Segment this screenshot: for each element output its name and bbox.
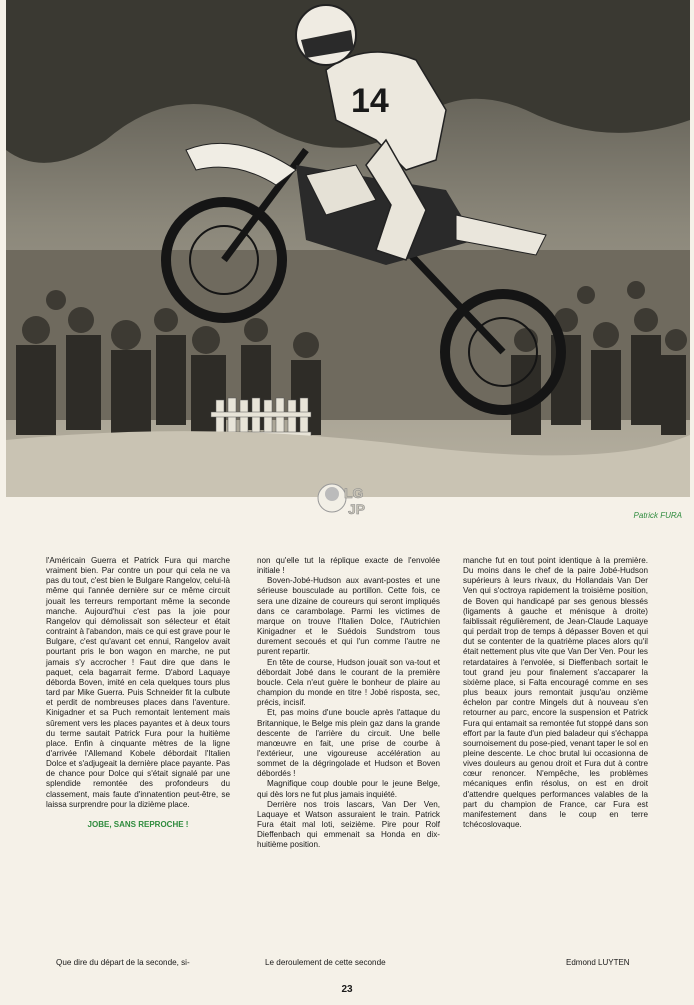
paragraph: Derrière nos trois lascars, Van Der Ven, Laquaye et Watson assuraient le train. Patrick Fura était mal loti, seizième. Pire pour Rolf Dieffenbach qui emmenait sa Honda en dix-huitième position. [257, 799, 440, 850]
paragraph: Boven-Jobé-Hudson aux avant-postes et une sérieuse bousculade au portillon. Cette fois, ce sera une dizaine de coureurs qui seront impliqués dans ce carambolage. Parmi les victimes de marque on trouve l'Italien Dolce, l'Autrichien Kinigadner et le Suédois Sundstrom tous durement secoués et qui l'un comme l'autre ne purent repartir. [257, 576, 440, 657]
section-subheading: JOBE, SANS REPROCHE ! [87, 819, 189, 829]
article-column-1 [46, 556, 230, 838]
motocross-photo [6, 0, 690, 497]
photo-caption: Patrick FURA [633, 511, 682, 520]
rider-jump-illustration [6, 0, 690, 497]
rider-number: 14 [351, 82, 389, 120]
paragraph: l'Américain Guerra et Patrick Fura qui marche vraiment bien. Par contre un pour qui cela ne va pas du tout, c'est bien le Bulgare Rangelov, celui-là même qui l'année dernière sur ce même circuit jouait les terreurs remportant même la seconde manche. Aujourd'hui c'est pas la joie pour Rangelov qui démolissait son sélecteur et était contraint à l'abandon, mais ce qui est grave pour le Bulgare, c'est qu'avant cet ennui, Rangelov avait pourtant pris le bon wagon en marche, ne put jamais s'y accrocher ! Faut dire que dans le paquet, cela bagarrait ferme. D'abord Laquaye déborda Boven, imité en cela quelques tours plus tard par Mike Guerra. Puis Schneider fit la culbute et perdit de nombreuses places dans l'aventure. Kinigadner et sa Puch remontait lentement mais sûrement vers les places payantes et à deux tours du terme sautait Patrick Fura pour la huitième place. Enfin à cinquante mètres de la ligne d'arrivée l'Allemand Kobele débordait l'Italien Dolce et s'adjugeait la dernière place payante. Pas de chance pour Dolce qui s'était signalé par une splendide remontée des profondeurs du classement, mais faute d'innatention peut-être, se laissa surprendre pour la dizième place. [46, 556, 230, 809]
page-number: 23 [341, 984, 353, 995]
article-column-3 [463, 556, 648, 830]
paragraph: Et, pas moins d'une boucle après l'attaque du Britannique, le Belge mis plein gaz dans la grande descente de l'arrière du circuit. Une belle manœuvre en fait, une prise de courbe à l'extérieur, une vigoureuse accélération au sommet de la dégringolade et Hudson et Boven débordés ! [257, 708, 440, 779]
paragraph: Que dire du départ de la seconde, si- [56, 958, 190, 967]
paragraph: Le deroulement de cette seconde [265, 958, 386, 967]
article-column-2 [257, 556, 440, 851]
paragraph: En tête de course, Hudson jouait son va-tout et débordait Jobé dans le courant de la première boucle. Cela n'eut guère le bonheur de plaire au champion du monde en titre ! Jobé risposta, sec, précis, incisif. [257, 657, 440, 708]
svg-text:JP: JP [348, 501, 366, 517]
paragraph: manche fut en tout point identique à la première. Du moins dans le chef de la paire Jobé-Hudson supérieurs à leurs rivaux, du Hollandais Van Der Ven qui s'octroya rapidement la troisième position, de Boven qui handicapé par ses genous blessés (ligaments à gauche et ménisque à droite) faiblissait régulièrement, de Jean-Claude Laquaye qui perdait trop de temps à dépasser Boven et qui dut se contenter de la quatrième places alors qu'il était nettement plus vite que Van Der Ven. Pour les retardataires à l'envolée, si Dieffenbach sortait le tout grand jeu pour finalement s'accaparer la sixième place, si Falta encouragé comme en ses plus beaux jours remontait jusqu'au onzième échelon par contre Mingels dut à nouveau s'en retourner au parc, encore la suspension et Patrick Fura qui entamait sa remontée fut stoppé dans son effort par la faute d'un pied baladeur qui s'échappa sournoisement du pose-pied, venant taper le sol en pleine descente. Le choc brutal lui occasionna de vives douleurs au genou droit et Fura dut à contre cœur renoncer. N'empêche, les problèmes mécaniques enfin résolus, on est en droit d'attendre quelques performances valables de la part du champion de France, car Fura est manifestement dans le coup en terre tchécoslovaque. [463, 556, 648, 830]
paragraph: non qu'elle tut la réplique exacte de l'envolée initiale ! [257, 556, 440, 576]
svg-text:LG: LG [344, 485, 364, 501]
author-signature: Edmond LUYTEN [566, 958, 630, 967]
watermark-logo [314, 476, 378, 524]
paragraph: Magnifique coup double pour le jeune Belge, qui dès lors ne fut plus jamais inquiété. [257, 779, 440, 799]
